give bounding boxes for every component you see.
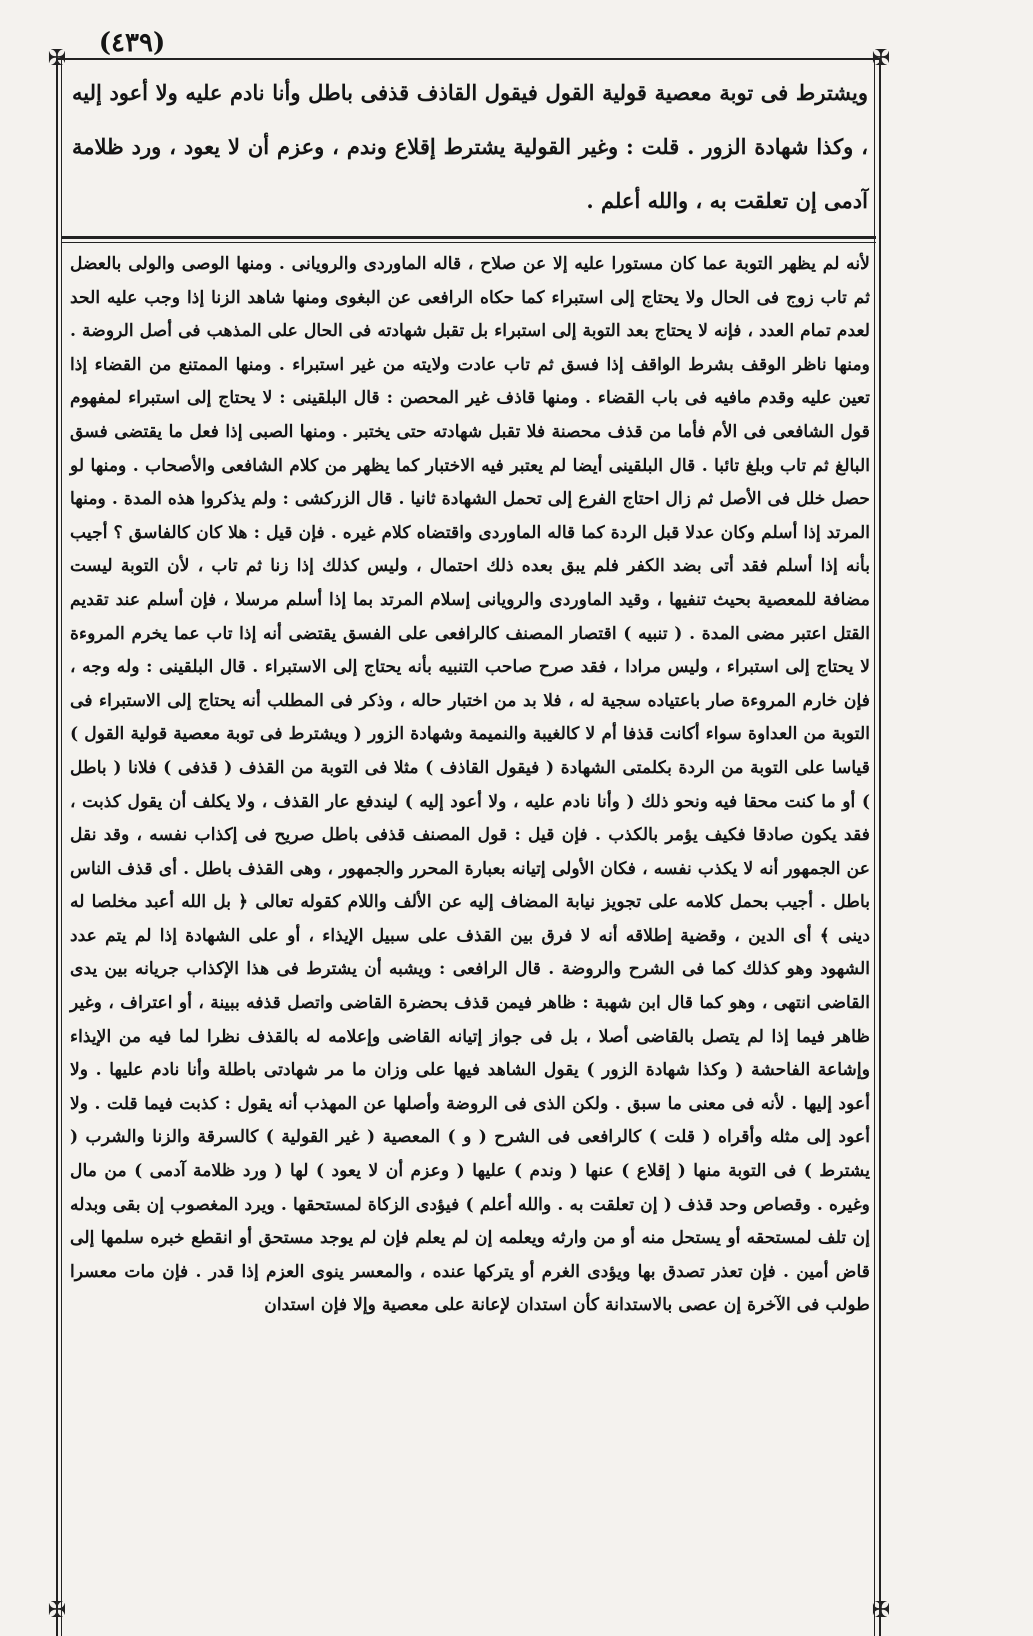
frame-left-rule-inner [61,58,62,1636]
section-divider [62,236,876,239]
frame-top-rule [56,58,881,60]
frame-left-rule [56,58,58,1636]
commentary-text [70,248,870,1602]
page-number: (٤٣٩) [98,28,166,58]
section-divider-thin [62,242,876,243]
corner-ornament-icon: ✠ [47,46,67,71]
corner-ornament-icon: ✠ [47,1598,67,1623]
corner-ornament-icon: ✠ [871,46,891,71]
corner-ornament-icon: ✠ [871,1598,891,1623]
frame-right-rule [879,58,881,1636]
frame-right-rule-inner [874,58,875,1636]
commentary-paragraph: لأنه لم يظهر التوبة عما كان مستورا عليه إلا عن صلاح ، قاله الماوردى والرويانى . ومنها الوصى والولى بالعضل ثم تاب زوج فى الحال ولا يحتاج إلى استبراء كما حكاه الرافعى عن البغوى ومنها شاهد الزنا إذا وجب عليه الحد لعدم تمام العدد ، فإنه لا يحتاج بعد التوبة إلى استبراء بل تقبل شهادته فى الحال على المذهب فى أصل الروضة . ومنها ناظر الوقف بشرط الواقف إذا فسق ثم تاب عادت ولايته من غير استبراء . ومنها الممتنع من القضاء إذا تعين عليه وقدم مافيه فى باب القضاء . ومنها قاذف غير المحصن : قال البلقينى : لا يحتاج إلى استبراء لمفهوم قول الشافعى فى الأم فأما من قذف محصنة فلا تقبل شهادته حتى يختبر . ومنها الصبى إذا فعل ما يقتضى فسق البالغ ثم تاب وبلغ تائبا . قال البلقينى أيضا لم يعتبر فيه الاختبار كما يظهر من كلام الشافعى والأصحاب . ومنها لو حصل خلل فى الأصل ثم زال احتاج الفرع إلى تحمل الشهادة ثانيا . قال الزركشى : ولم يذكروا هذه المدة . ومنها المرتد إذا أسلم وكان عدلا قبل الردة كما قاله الماوردى واقتضاه كلام غيره . فإن قيل : هلا كان كالفاسق ؟ أجيب بأنه إذا أسلم فقد أتى بضد الكفر فلم يبق بعده ذلك احتمال ، وليس كذلك إذا زنا ثم تاب ، لأن التوبة ليست مضافة للمعصية بحيث تنفيها ، وقيد الماوردى والرويانى إسلام المرتد بما إذا أسلم مرسلا ، فإن أسلم عند تقديم القتل اعتبر مضى المدة . ( تنبيه ) اقتصار المصنف كالرافعى على الفسق يقتضى أنه إذا تاب عما يخرم المروءة لا يحتاج إلى استبراء ، وليس مرادا ، فقد صرح صاحب التنبيه بأنه يحتاج إلى الاستبراء . قال البلقينى : وله وجه ، فإن خارم المروءة صار باعتياده سجية له ، فلا بد من اختبار حاله ، وذكر فى المطلب أنه يحتاج إلى الاستبراء فى التوبة من العداوة سواء أكانت قذفا أم لا كالغيبة والنميمة وشهادة الزور ( ويشترط فى توبة معصية قولية القول ) قياسا على التوبة من الردة بكلمتى الشهادة ( فيقول القاذف ) مثلا فى التوبة من القذف ( قذفى ) فلانا ( باطل ) أو ما كنت محقا فيه ونحو ذلك ( وأنا نادم عليه ، ولا أعود إليه ) ليندفع عار القذف ، ولا يكلف أن يقول كذبت ، فقد يكون صادقا فكيف يؤمر بالكذب . فإن قيل : قول المصنف قذفى باطل صريح فى إكذاب نفسه ، وقد نقل عن الجمهور أنه لا يكذب نفسه ، فكان الأولى إتيانه بعبارة المحرر والجمهور ، وهى القذف باطل . أى قذف الناس باطل . أجيب بحمل كلامه على تجويز نيابة المضاف إليه عن الألف واللام كقوله تعالى ﴿ بل الله أعبد مخلصا له دينى ﴾ أى الدين ، وقضية إطلاقه أنه لا فرق بين القذف على سبيل الإيذاء ، أو على الشهادة إذا لم يتم عدد الشهود وهو كذلك كما فى الشرح والروضة . قال الرافعى : ويشبه أن يشترط فى هذا الإكذاب جريانه بين يدى القاضى انتهى ، وهو كما قال ابن شهبة : ظاهر فيمن قذف بحضرة القاضى واتصل قذفه ببينة ، أو اعتراف ، وغير ظاهر فيما إذا لم يتصل بالقاضى أصلا ، بل فى جواز إتيانه القاضى وإعلامه له بالقذف نظرا لما فيه من الإيذاء وإشاعة الفاحشة ( وكذا شهادة الزور ) يقول الشاهد فيها على وزان ما مر شهادتى باطلة وأنا نادم عليها . ولا أعود إليها . لأنه فى معنى ما سبق . ولكن الذى فى الروضة وأصلها عن المهذب أنه يقول : كذبت فيما قلت . ولا أعود إلى مثله وأقراه ( قلت ) كالرافعى فى الشرح ( و ) المعصية ( غير القولية ) كالسرقة والزنا والشرب ( يشترط ) فى التوبة منها ( إقلاع ) عنها ( وندم ) عليها ( وعزم أن لا يعود ) لها ( ورد ظلامة آدمى ) من مال وغيره . وقصاص وحد قذف ( إن تعلقت به . والله أعلم ) فيؤدى الزكاة لمستحقها . ويرد المغصوب إن بقى وبدله إن تلف لمستحقه أو يستحل منه أو من وارثه ويعلمه إن لم يعلم فإن لم يوجد مستحق أو انقطع خبره سلمها إلى قاض أمين . فإن تعذر تصدق بها ويؤدى الغرم أو يتركها عنده ، والمعسر ينوى العزم إذا قدر . فإن مات معسرا طولب فى الآخرة إن عصى بالاستدانة كأن استدان لإعانة على معصية وإلا فإن استدان [70,254,870,1316]
matn-text: ويشترط فى توبة معصية قولية القول فيقول القاذف قذفى باطل وأنا نادم عليه ولا أعود إليه ، وكذا شهادة الزور . قلت : وغير القولية يشترط إقلاع وندم ، وعزم أن لا يعود ، ورد ظلامة آدمى إن تعلقت به ، والله أعلم . [72,80,868,213]
